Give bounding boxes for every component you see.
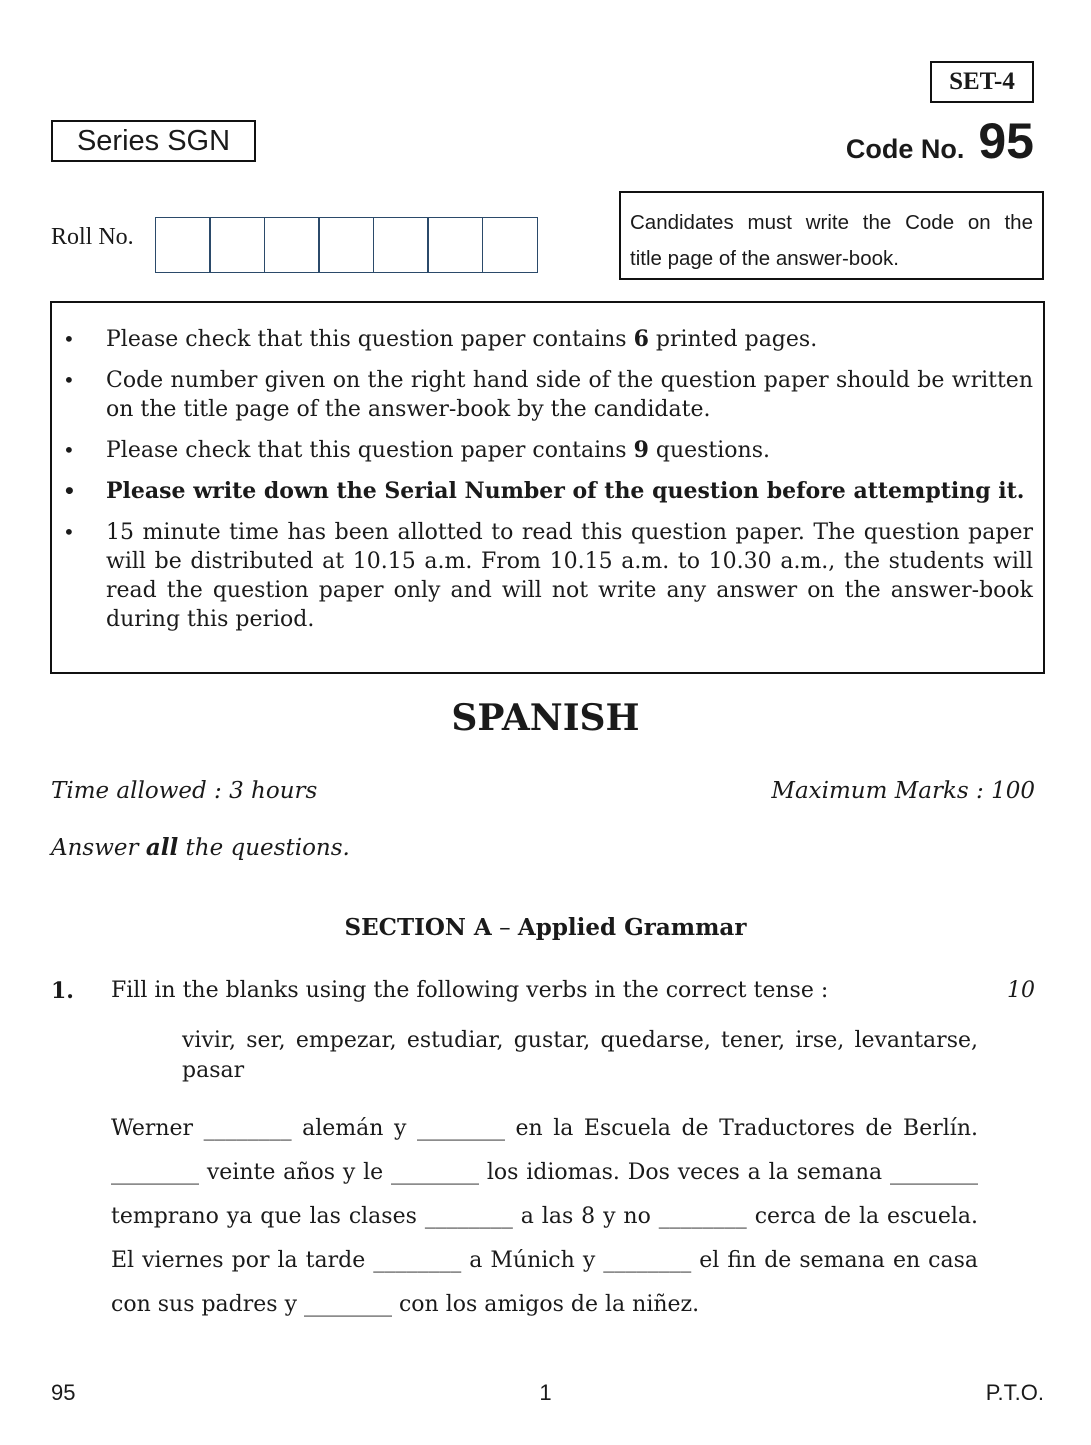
code-number-row <box>846 112 1034 170</box>
subject-title: SPANISH <box>451 697 640 739</box>
instruction-item: • Please write down the Serial Number of the question before attempting it. <box>52 477 1033 506</box>
candidate-note-line: Candidates must write the Code on the <box>630 211 1033 234</box>
instructions-box <box>50 301 1045 674</box>
instruction-item: • Please check that this question paper contains 9 questions. <box>52 436 1033 465</box>
please-turn-over: P.T.O. <box>985 1380 1044 1405</box>
question-marks: 10 <box>1007 978 1035 1003</box>
section-heading: SECTION A – Applied Grammar <box>344 914 747 941</box>
roll-digit-box[interactable] <box>373 217 429 273</box>
roll-number-boxes <box>156 217 538 273</box>
series-label: Series SGN <box>51 120 256 162</box>
set-label: SET-4 <box>930 61 1034 103</box>
candidate-note-line: title page of the answer-book. <box>630 247 899 270</box>
roll-digit-box[interactable] <box>209 217 265 273</box>
candidate-note-box <box>619 191 1044 280</box>
instructions-list <box>52 325 1033 634</box>
roll-digit-box[interactable] <box>427 217 483 273</box>
time-marks-row <box>51 778 1035 804</box>
roll-number-label: Roll No. <box>51 224 134 250</box>
roll-digit-box[interactable] <box>264 217 320 273</box>
code-label: Code No. <box>845 134 965 164</box>
time-allowed: Time allowed : 3 hours <box>51 778 318 804</box>
question-number: 1. <box>51 978 74 1004</box>
instruction-item: • Code number given on the right hand side of the question paper should be written on the title page of the answer-book by the candidate. <box>52 366 1033 424</box>
instruction-item: • 15 minute time has been allotted to read this question paper. The question paper will be distributed at 10.15 a.m. From 10.15 a.m. to 10.30 a.m., the students will read the question paper only and will not write any answer on the answer-book during this period. <box>52 518 1033 634</box>
answer-instruction: Answer all the questions. <box>51 834 350 861</box>
verb-list: vivir, ser, empezar, estudiar, gustar, quedarse, tener, irse, levantarse, pasar <box>182 1028 978 1083</box>
roll-digit-box[interactable] <box>155 217 211 273</box>
maximum-marks: Maximum Marks : 100 <box>771 778 1035 804</box>
roll-digit-box[interactable] <box>318 217 374 273</box>
question-text: Fill in the blanks using the following verbs in the correct tense : <box>111 978 829 1003</box>
code-number: 95 <box>978 113 1034 169</box>
footer-code: 95 <box>51 1380 76 1405</box>
page-number: 1 <box>539 1380 552 1405</box>
instruction-item: • Please check that this question paper contains 6 printed pages. <box>52 325 1033 354</box>
roll-digit-box[interactable] <box>482 217 538 273</box>
fill-blanks-passage: Werner ________ alemán y ________ en la Escuela de Traductores de Berlín. ________ veinte años y le ________ los idiomas. Dos veces a la semana ________ temprano ya que las clases ________ a las 8 y no ________ cerca de la escuela. El viernes por la tarde ________ a Múnich y ________ el fin de semana en casa con sus padres y ________ con los amigos de la niñez. <box>111 1116 978 1317</box>
